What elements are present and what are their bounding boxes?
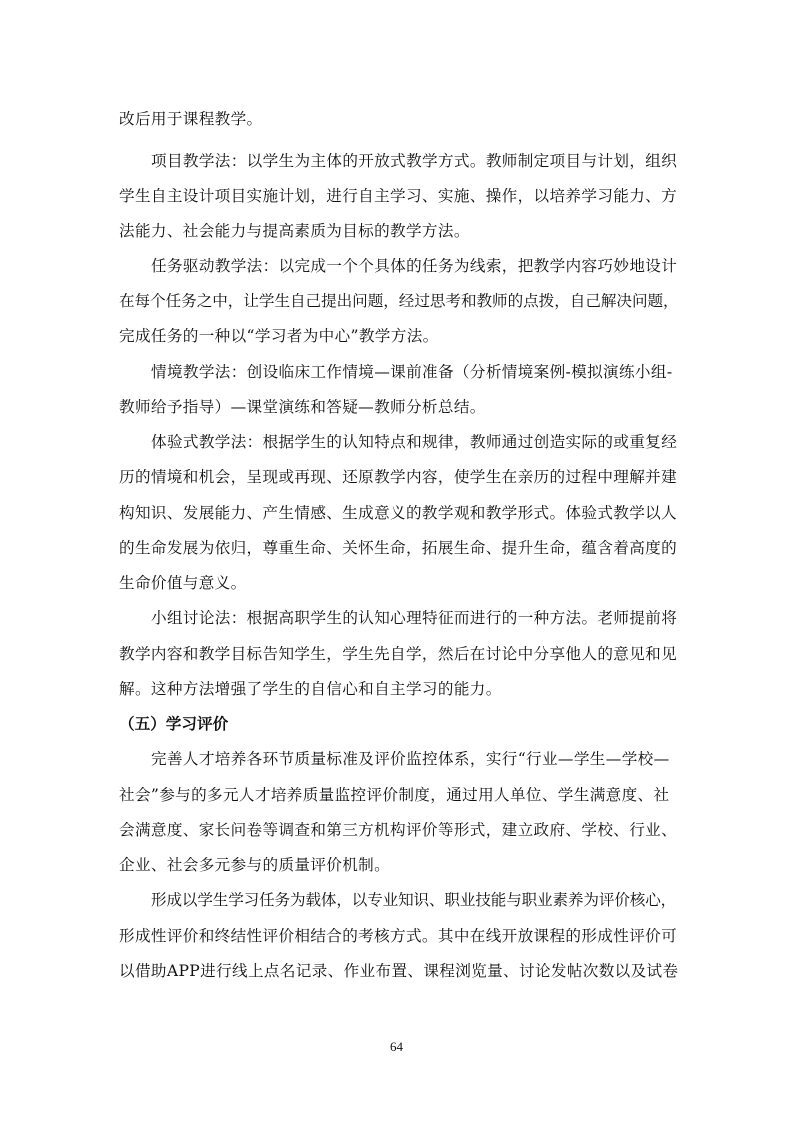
paragraph-line: 任务驱动教学法：以完成一个个具体的任务为线索，把教学内容巧妙地设计 xyxy=(151,257,678,275)
paragraph-line: 的生命发展为依归，尊重生命、关怀生命，拓展生命、提升生命，蕴含着高度的 xyxy=(119,539,678,557)
paragraph-line: 法能力、社会能力与提高素质为目标的教学方法。 xyxy=(119,222,470,240)
paragraph-line: 完成任务的一种以“学习者为中心”教学方法。 xyxy=(119,327,439,345)
paragraph-line: 学生自主设计项目实施计划，进行自主学习、实施、操作，以培养学习能力、方 xyxy=(119,187,678,205)
paragraph-line: 项目教学法：以学生为主体的开放式教学方式。教师制定项目与计划，组织 xyxy=(151,152,678,170)
paragraph-line: 会满意度、家长问卷等调查和第三方机构评价等形式，建立政府、学校、行业、 xyxy=(119,821,678,839)
paragraph-line: 以借助APP进行线上点名记录、作业布置、课程浏览量、讨论发帖次数以及试卷 xyxy=(119,962,679,980)
paragraph-line: 形成以学生学习任务为载体，以专业知识、职业技能与职业素养为评价核心， xyxy=(151,891,677,909)
paragraph-line: 情境教学法：创设临床工作情境—课前准备（分析情境案例-模拟演练小组- xyxy=(151,363,673,381)
paragraph-line: 教师给予指导）—课堂演练和答疑—教师分析总结。 xyxy=(119,398,486,416)
paragraph-line: 企业、社会多元参与的质量评价机制。 xyxy=(119,856,391,874)
paragraph-line: 体验式教学法：根据学生的认知特点和规律，教师通过创造实际的或重复经 xyxy=(151,433,678,451)
paragraph-line: 完善人才培养各环节质量标准及评价监控体系，实行“行业—学生—学校— xyxy=(151,750,670,768)
paragraph-line: 生命价值与意义。 xyxy=(119,574,247,592)
paragraph-line: 在每个任务之中，让学生自己提出问题，经过思考和教师的点拨，自己解决问题， xyxy=(119,292,679,310)
paragraph-line: 形成性评价和终结性评价相结合的考核方式。其中在线开放课程的形成性评价可 xyxy=(119,927,678,945)
paragraph-line: 解。这种方法增强了学生的自信心和自主学习的能力。 xyxy=(119,680,502,698)
paragraph-line: 小组讨论法：根据高职学生的认知心理特征而进行的一种方法。老师提前将 xyxy=(151,609,678,627)
paragraph-line: 改后用于课程教学。 xyxy=(119,110,263,128)
paragraph-line: 教学内容和教学目标告知学生，学生先自学，然后在讨论中分享他人的意见和见 xyxy=(119,645,678,663)
page-number: 64 xyxy=(390,1039,403,1054)
paragraph-line: 历的情境和机会，呈现或再现、还原教学内容，使学生在亲历的过程中理解并建 xyxy=(119,468,678,486)
paragraph-line: 构知识、发展能力、产生情感、生成意义的教学观和教学形式。体验式教学以人 xyxy=(119,504,678,522)
paragraph-line: 社会”参与的多元人才培养质量监控评价制度，通过用人单位、学生满意度、社 xyxy=(119,786,670,804)
section-heading: （五）学习评价 xyxy=(119,715,229,733)
